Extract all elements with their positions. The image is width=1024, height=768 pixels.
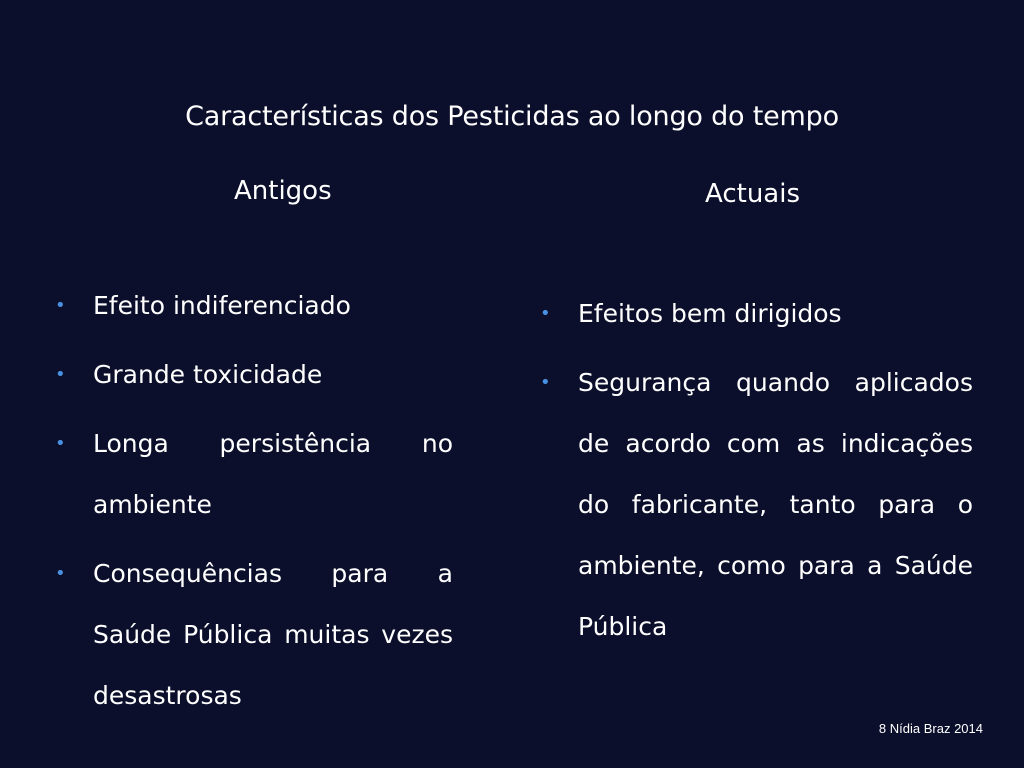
column-header-actuais: Actuais [705, 179, 800, 209]
list-item [55, 275, 453, 336]
list-item [540, 283, 973, 344]
column-header-antigos: Antigos [234, 176, 332, 206]
list-item [55, 543, 453, 726]
bullet-icon: • [55, 433, 66, 454]
list-item-text: Efeitos bem dirigidos [578, 299, 842, 328]
list-item-text: Consequências para a Saúde Pública muitas vezes desastrosas [93, 559, 453, 710]
list-item-text: Efeito indiferenciado [93, 291, 351, 320]
bullet-icon: • [55, 295, 66, 316]
bullet-icon: • [55, 364, 66, 385]
slide-title: Características dos Pesticidas ao longo do tempo [185, 101, 839, 132]
list-item-text: Segurança quando aplicados de acordo com as indicações do fabricante, tanto para o ambiente, como para a Saúde Pública [578, 368, 973, 641]
list-item-text: Grande toxicidade [93, 360, 323, 389]
bullet-icon: • [55, 563, 66, 584]
left-bullet-list [55, 275, 453, 734]
right-bullet-list [540, 283, 973, 665]
list-item-text: Longa persistência no ambiente [93, 429, 453, 519]
list-item [540, 352, 973, 657]
list-item [55, 413, 453, 535]
slide-footer: 8 Nídia Braz 2014 [878, 721, 983, 736]
list-item [55, 344, 453, 405]
bullet-icon: • [540, 303, 551, 324]
bullet-icon: • [540, 372, 551, 393]
